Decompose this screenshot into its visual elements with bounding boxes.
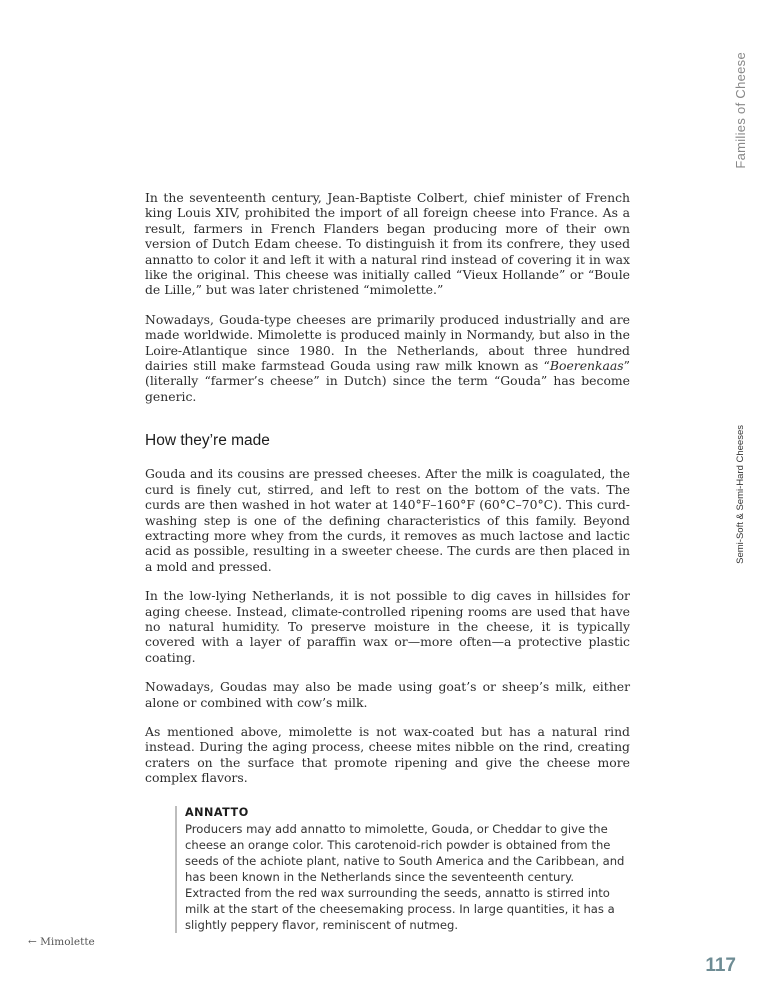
paragraph-netherlands: In the low-lying Netherlands, it is not possible to dig caves in hillsides for aging cheese. Instead, climate-controlled ripening rooms are used that have no natural humidity. To preserve moisture in the cheese, it is typically covered with a layer of paraffin wax or—more often—a protective plastic coating. [145,588,630,665]
paragraph-mites: As mentioned above, mimolette is not wax-coated but has a natural rind instead. During the aging process, cheese mites nibble on the rind, creating craters on the surface that promote ripening and give the cheese more complex flavors. [145,723,630,786]
page-number: 117 [705,955,736,976]
paragraph-colbert: In the seventeenth century, Jean-Baptiste Colbert, chief minister of French king Louis XIV, prohibited the import of all foreign cheese into France. As a result, farmers in French Flanders began producing more of their own version of Dutch Edam cheese. To distinguish it from its confrere, they used annatto to color it and left it with a natural rind instead of covering it in wax like the original. This cheese was initially called “Vieux Hollande” or “Boule de Lille,” but was later christened “mimolette.” [145,190,630,298]
section-running-head: Semi-Soft & Semi-Hard Cheeses [735,425,746,564]
back-link[interactable]: ← Mimolette [28,936,95,948]
paragraph-gouda-worldwide: Nowadays, Gouda-type cheeses are primarily produced industrially and are made worldwide. Mimolette is produced mainly in Normandy, but also in the Loire-Atlantique since 1980. In the Netherlands, about three hundred dairies still make farmstead Gouda using raw milk known as “Boerenkaas” (literally “farmer’s cheese” in Dutch) since the term “Gouda” has become generic. [145,311,630,404]
paragraph-goat-sheep: Nowadays, Goudas may also be made using goat’s or sheep’s milk, either alone or combined with cow’s milk. [145,679,630,710]
sidebar-text: Producers may add annatto to mimolette, Gouda, or Cheddar to give the cheese an orange color. This carotenoid-rich powder is obtained from the seeds of the achiote plant, native to South America and the Caribbean, and has been known in the Netherlands since the seventeenth century. Extracted from the red wax surrounding the seeds, annatto is stirred into milk at the start of the cheesemaking process. In large quantities, it has a slightly peppery flavor, reminiscent of nutmeg. [185,821,625,932]
sidebar-title: ANNATTO [185,805,249,819]
section-heading: How they’re made [145,432,270,450]
chapter-running-head: Families of Cheese [733,52,748,169]
paragraph-pressed: Gouda and its cousins are pressed cheeses. After the milk is coagulated, the curd is finely cut, stirred, and left to rest on the bottom of the vats. The curds are then washed in hot water at 140°F–160°F (60°C–70°C). This curd-washing step is one of the defining characteristics of this family. Beyond extracting more whey from the curds, it removes as much lactose and lactic acid as possible, resulting in a sweeter cheese. The curds are then placed in a mold and pressed. [145,466,630,574]
main-text [145,190,630,933]
annatto-sidebar [175,806,625,933]
